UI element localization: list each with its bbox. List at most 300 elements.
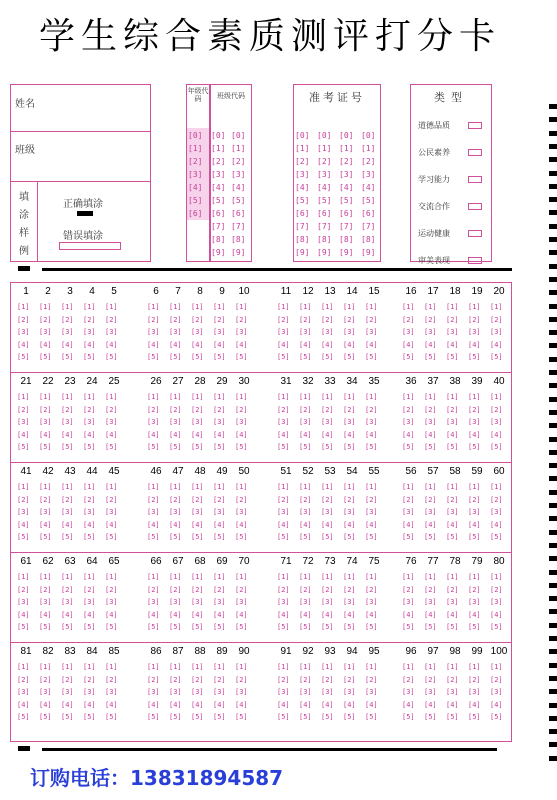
id-bubble[interactable]: [2]	[211, 157, 226, 166]
answer-bubble[interactable]: [5]	[39, 533, 52, 541]
id-bubble[interactable]: [8]	[361, 235, 376, 244]
answer-bubble[interactable]: [2]	[490, 315, 503, 324]
answer-bubble[interactable]: [2]	[446, 315, 459, 324]
answer-bubble[interactable]: [4]	[213, 610, 226, 619]
answer-bubble[interactable]: [3]	[343, 508, 356, 516]
answer-bubble[interactable]: [2]	[490, 405, 503, 414]
answer-bubble[interactable]: [1]	[39, 573, 52, 581]
answer-bubble[interactable]: [2]	[321, 315, 334, 324]
answer-bubble[interactable]: [1]	[83, 393, 96, 401]
answer-bubble[interactable]: [2]	[105, 405, 118, 414]
answer-bubble[interactable]: [1]	[105, 393, 118, 401]
answer-bubble[interactable]: [3]	[299, 508, 312, 516]
answer-bubble[interactable]: [2]	[105, 315, 118, 324]
answer-bubble[interactable]: [1]	[402, 303, 415, 311]
id-bubble[interactable]: [0]	[339, 131, 354, 140]
answer-bubble[interactable]: [5]	[191, 713, 204, 721]
answer-bubble[interactable]: [1]	[17, 393, 30, 401]
answer-bubble[interactable]: [3]	[365, 418, 378, 426]
answer-bubble[interactable]: [5]	[61, 623, 74, 631]
answer-bubble[interactable]: [4]	[321, 520, 334, 529]
answer-bubble[interactable]: [5]	[169, 443, 182, 451]
id-bubble[interactable]: [5]	[211, 196, 226, 205]
answer-bubble[interactable]: [4]	[365, 610, 378, 619]
answer-bubble[interactable]: [3]	[169, 598, 182, 606]
answer-bubble[interactable]: [1]	[235, 303, 248, 311]
answer-bubble[interactable]: [5]	[61, 533, 74, 541]
answer-bubble[interactable]: [3]	[83, 508, 96, 516]
type-bubble[interactable]	[468, 149, 482, 156]
answer-bubble[interactable]: [1]	[83, 303, 96, 311]
answer-bubble[interactable]: [4]	[169, 520, 182, 529]
answer-bubble[interactable]: [2]	[39, 315, 52, 324]
answer-bubble[interactable]: [4]	[17, 520, 30, 529]
answer-bubble[interactable]: [1]	[446, 573, 459, 581]
answer-bubble[interactable]: [3]	[191, 418, 204, 426]
answer-bubble[interactable]: [3]	[105, 508, 118, 516]
answer-bubble[interactable]: [5]	[299, 533, 312, 541]
answer-bubble[interactable]: [3]	[83, 688, 96, 696]
answer-bubble[interactable]: [4]	[277, 700, 290, 709]
answer-bubble[interactable]: [3]	[299, 598, 312, 606]
answer-bubble[interactable]: [1]	[468, 393, 481, 401]
answer-bubble[interactable]: [2]	[235, 495, 248, 504]
id-bubble[interactable]: [4]	[295, 183, 310, 192]
answer-bubble[interactable]: [1]	[169, 663, 182, 671]
id-bubble[interactable]: [5]	[361, 196, 376, 205]
answer-bubble[interactable]: [4]	[83, 430, 96, 439]
answer-bubble[interactable]: [1]	[277, 303, 290, 311]
answer-bubble[interactable]: [3]	[235, 508, 248, 516]
id-bubble[interactable]: [3]	[361, 170, 376, 179]
answer-bubble[interactable]: [1]	[468, 483, 481, 491]
answer-bubble[interactable]: [3]	[424, 328, 437, 336]
answer-bubble[interactable]: [2]	[490, 675, 503, 684]
answer-bubble[interactable]: [2]	[105, 495, 118, 504]
answer-bubble[interactable]: [4]	[61, 520, 74, 529]
answer-bubble[interactable]: [3]	[321, 598, 334, 606]
answer-bubble[interactable]: [3]	[365, 688, 378, 696]
answer-bubble[interactable]: [3]	[39, 688, 52, 696]
answer-bubble[interactable]: [4]	[213, 340, 226, 349]
answer-bubble[interactable]: [3]	[424, 688, 437, 696]
answer-bubble[interactable]: [5]	[235, 713, 248, 721]
answer-bubble[interactable]: [1]	[365, 483, 378, 491]
answer-bubble[interactable]: [4]	[490, 520, 503, 529]
answer-bubble[interactable]: [2]	[321, 405, 334, 414]
answer-bubble[interactable]: [4]	[343, 430, 356, 439]
answer-bubble[interactable]: [4]	[83, 610, 96, 619]
id-bubble[interactable]: [4]	[231, 183, 246, 192]
answer-bubble[interactable]: [5]	[83, 353, 96, 361]
answer-bubble[interactable]: [5]	[105, 623, 118, 631]
answer-bubble[interactable]: [1]	[402, 663, 415, 671]
answer-bubble[interactable]: [2]	[169, 315, 182, 324]
answer-bubble[interactable]: [4]	[446, 520, 459, 529]
answer-bubble[interactable]: [3]	[402, 328, 415, 336]
id-bubble[interactable]: [0]	[188, 131, 203, 140]
answer-bubble[interactable]: [1]	[402, 573, 415, 581]
answer-bubble[interactable]: [1]	[39, 483, 52, 491]
answer-bubble[interactable]: [1]	[39, 303, 52, 311]
answer-bubble[interactable]: [4]	[105, 340, 118, 349]
answer-bubble[interactable]: [4]	[61, 340, 74, 349]
answer-bubble[interactable]: [3]	[446, 598, 459, 606]
answer-bubble[interactable]: [3]	[213, 328, 226, 336]
answer-bubble[interactable]: [4]	[169, 610, 182, 619]
answer-bubble[interactable]: [5]	[424, 713, 437, 721]
answer-bubble[interactable]: [1]	[169, 303, 182, 311]
answer-bubble[interactable]: [2]	[213, 495, 226, 504]
answer-bubble[interactable]: [5]	[83, 713, 96, 721]
answer-bubble[interactable]: [4]	[39, 610, 52, 619]
answer-bubble[interactable]: [2]	[424, 315, 437, 324]
type-bubble[interactable]	[468, 122, 482, 129]
answer-bubble[interactable]: [2]	[213, 405, 226, 414]
answer-bubble[interactable]: [5]	[321, 623, 334, 631]
answer-bubble[interactable]: [2]	[105, 675, 118, 684]
answer-bubble[interactable]: [5]	[299, 623, 312, 631]
answer-bubble[interactable]: [5]	[343, 623, 356, 631]
id-bubble[interactable]: [2]	[339, 157, 354, 166]
answer-bubble[interactable]: [3]	[424, 418, 437, 426]
answer-bubble[interactable]: [2]	[39, 585, 52, 594]
answer-bubble[interactable]: [5]	[83, 533, 96, 541]
answer-bubble[interactable]: [4]	[446, 340, 459, 349]
answer-bubble[interactable]: [4]	[147, 340, 160, 349]
answer-bubble[interactable]: [1]	[17, 663, 30, 671]
answer-bubble[interactable]: [5]	[343, 443, 356, 451]
answer-bubble[interactable]: [2]	[17, 405, 30, 414]
answer-bubble[interactable]: [1]	[83, 663, 96, 671]
answer-bubble[interactable]: [3]	[213, 418, 226, 426]
answer-bubble[interactable]: [2]	[468, 585, 481, 594]
answer-bubble[interactable]: [1]	[191, 303, 204, 311]
answer-bubble[interactable]: [2]	[299, 585, 312, 594]
answer-bubble[interactable]: [1]	[61, 303, 74, 311]
answer-bubble[interactable]: [5]	[490, 713, 503, 721]
id-bubble[interactable]: [1]	[211, 144, 226, 153]
answer-bubble[interactable]: [3]	[61, 328, 74, 336]
id-bubble[interactable]: [0]	[317, 131, 332, 140]
answer-bubble[interactable]: [4]	[147, 430, 160, 439]
answer-bubble[interactable]: [2]	[468, 405, 481, 414]
id-bubble[interactable]: [2]	[317, 157, 332, 166]
answer-bubble[interactable]: [2]	[191, 585, 204, 594]
id-bubble[interactable]: [1]	[188, 144, 203, 153]
answer-bubble[interactable]: [4]	[468, 430, 481, 439]
answer-bubble[interactable]: [3]	[402, 598, 415, 606]
id-bubble[interactable]: [5]	[339, 196, 354, 205]
id-bubble[interactable]: [6]	[211, 209, 226, 218]
type-bubble[interactable]	[468, 257, 482, 264]
answer-bubble[interactable]: [5]	[83, 623, 96, 631]
answer-bubble[interactable]: [4]	[191, 610, 204, 619]
answer-bubble[interactable]: [2]	[468, 315, 481, 324]
answer-bubble[interactable]: [3]	[169, 328, 182, 336]
id-bubble[interactable]: [6]	[361, 209, 376, 218]
answer-bubble[interactable]: [4]	[213, 520, 226, 529]
answer-bubble[interactable]: [5]	[61, 443, 74, 451]
answer-bubble[interactable]: [1]	[468, 573, 481, 581]
answer-bubble[interactable]: [2]	[446, 495, 459, 504]
answer-bubble[interactable]: [4]	[191, 340, 204, 349]
answer-bubble[interactable]: [5]	[490, 443, 503, 451]
answer-bubble[interactable]: [4]	[17, 610, 30, 619]
answer-bubble[interactable]: [2]	[277, 675, 290, 684]
answer-bubble[interactable]: [4]	[147, 700, 160, 709]
answer-bubble[interactable]: [5]	[39, 713, 52, 721]
answer-bubble[interactable]: [4]	[402, 610, 415, 619]
answer-bubble[interactable]: [1]	[490, 393, 503, 401]
answer-bubble[interactable]: [3]	[169, 418, 182, 426]
answer-bubble[interactable]: [2]	[61, 315, 74, 324]
answer-bubble[interactable]: [5]	[147, 353, 160, 361]
answer-bubble[interactable]: [2]	[402, 315, 415, 324]
answer-bubble[interactable]: [4]	[235, 340, 248, 349]
answer-bubble[interactable]: [5]	[39, 443, 52, 451]
answer-bubble[interactable]: [5]	[105, 713, 118, 721]
answer-bubble[interactable]: [1]	[147, 663, 160, 671]
answer-bubble[interactable]: [4]	[83, 700, 96, 709]
answer-bubble[interactable]: [4]	[213, 700, 226, 709]
answer-bubble[interactable]: [3]	[147, 688, 160, 696]
id-bubble[interactable]: [8]	[211, 235, 226, 244]
answer-bubble[interactable]: [4]	[213, 430, 226, 439]
answer-bubble[interactable]: [1]	[365, 663, 378, 671]
answer-bubble[interactable]: [4]	[343, 520, 356, 529]
answer-bubble[interactable]: [4]	[424, 430, 437, 439]
answer-bubble[interactable]: [3]	[343, 418, 356, 426]
answer-bubble[interactable]: [3]	[277, 328, 290, 336]
answer-bubble[interactable]: [2]	[39, 675, 52, 684]
id-bubble[interactable]: [8]	[231, 235, 246, 244]
answer-bubble[interactable]: [4]	[299, 430, 312, 439]
answer-bubble[interactable]: [5]	[235, 443, 248, 451]
answer-bubble[interactable]: [3]	[365, 328, 378, 336]
answer-bubble[interactable]: [2]	[213, 675, 226, 684]
answer-bubble[interactable]: [2]	[490, 585, 503, 594]
answer-bubble[interactable]: [2]	[169, 585, 182, 594]
id-bubble[interactable]: [8]	[339, 235, 354, 244]
answer-bubble[interactable]: [1]	[321, 573, 334, 581]
answer-bubble[interactable]: [1]	[424, 573, 437, 581]
answer-bubble[interactable]: [1]	[191, 573, 204, 581]
answer-bubble[interactable]: [5]	[446, 443, 459, 451]
id-bubble[interactable]: [3]	[317, 170, 332, 179]
id-bubble[interactable]: [6]	[231, 209, 246, 218]
answer-bubble[interactable]: [2]	[191, 495, 204, 504]
answer-bubble[interactable]: [2]	[402, 495, 415, 504]
answer-bubble[interactable]: [5]	[365, 353, 378, 361]
answer-bubble[interactable]: [3]	[235, 328, 248, 336]
answer-bubble[interactable]: [4]	[365, 340, 378, 349]
answer-bubble[interactable]: [1]	[446, 303, 459, 311]
answer-bubble[interactable]: [3]	[343, 328, 356, 336]
answer-bubble[interactable]: [2]	[402, 405, 415, 414]
answer-bubble[interactable]: [2]	[365, 585, 378, 594]
answer-bubble[interactable]: [5]	[321, 533, 334, 541]
answer-bubble[interactable]: [3]	[468, 598, 481, 606]
id-bubble[interactable]: [8]	[317, 235, 332, 244]
answer-bubble[interactable]: [3]	[147, 508, 160, 516]
answer-bubble[interactable]: [3]	[105, 328, 118, 336]
answer-bubble[interactable]: [2]	[343, 675, 356, 684]
answer-bubble[interactable]: [5]	[321, 713, 334, 721]
answer-bubble[interactable]: [3]	[61, 688, 74, 696]
id-bubble[interactable]: [7]	[361, 222, 376, 231]
answer-bubble[interactable]: [1]	[61, 393, 74, 401]
answer-bubble[interactable]: [3]	[490, 328, 503, 336]
answer-bubble[interactable]: [2]	[468, 495, 481, 504]
answer-bubble[interactable]: [5]	[490, 353, 503, 361]
answer-bubble[interactable]: [2]	[83, 315, 96, 324]
answer-bubble[interactable]: [4]	[299, 520, 312, 529]
answer-bubble[interactable]: [3]	[105, 598, 118, 606]
id-bubble[interactable]: [1]	[317, 144, 332, 153]
answer-bubble[interactable]: [4]	[277, 520, 290, 529]
answer-bubble[interactable]: [4]	[147, 520, 160, 529]
answer-bubble[interactable]: [3]	[17, 508, 30, 516]
answer-bubble[interactable]: [1]	[490, 483, 503, 491]
answer-bubble[interactable]: [5]	[105, 443, 118, 451]
answer-bubble[interactable]: [3]	[61, 598, 74, 606]
answer-bubble[interactable]: [1]	[147, 393, 160, 401]
answer-bubble[interactable]: [5]	[468, 353, 481, 361]
answer-bubble[interactable]: [5]	[446, 713, 459, 721]
answer-bubble[interactable]: [3]	[191, 688, 204, 696]
answer-bubble[interactable]: [3]	[17, 418, 30, 426]
answer-bubble[interactable]: [5]	[191, 353, 204, 361]
answer-bubble[interactable]: [4]	[402, 340, 415, 349]
answer-bubble[interactable]: [5]	[365, 533, 378, 541]
answer-bubble[interactable]: [2]	[17, 315, 30, 324]
answer-bubble[interactable]: [2]	[446, 585, 459, 594]
answer-bubble[interactable]: [3]	[17, 328, 30, 336]
answer-bubble[interactable]: [3]	[39, 598, 52, 606]
answer-bubble[interactable]: [3]	[277, 688, 290, 696]
answer-bubble[interactable]: [1]	[169, 483, 182, 491]
answer-bubble[interactable]: [5]	[446, 533, 459, 541]
answer-bubble[interactable]: [2]	[83, 585, 96, 594]
id-bubble[interactable]: [6]	[339, 209, 354, 218]
answer-bubble[interactable]: [5]	[365, 443, 378, 451]
answer-bubble[interactable]: [5]	[169, 533, 182, 541]
answer-bubble[interactable]: [1]	[343, 573, 356, 581]
answer-bubble[interactable]: [1]	[39, 393, 52, 401]
answer-bubble[interactable]: [4]	[235, 430, 248, 439]
answer-bubble[interactable]: [5]	[424, 533, 437, 541]
answer-bubble[interactable]: [4]	[235, 520, 248, 529]
answer-bubble[interactable]: [1]	[299, 393, 312, 401]
answer-bubble[interactable]: [4]	[446, 610, 459, 619]
answer-bubble[interactable]: [3]	[424, 598, 437, 606]
id-bubble[interactable]: [2]	[361, 157, 376, 166]
answer-bubble[interactable]: [1]	[343, 393, 356, 401]
answer-bubble[interactable]: [5]	[277, 623, 290, 631]
answer-bubble[interactable]: [4]	[169, 700, 182, 709]
answer-bubble[interactable]: [5]	[105, 353, 118, 361]
answer-bubble[interactable]: [5]	[235, 353, 248, 361]
answer-bubble[interactable]: [2]	[299, 405, 312, 414]
answer-bubble[interactable]: [3]	[490, 508, 503, 516]
answer-bubble[interactable]: [3]	[235, 688, 248, 696]
answer-bubble[interactable]: [3]	[446, 508, 459, 516]
answer-bubble[interactable]: [5]	[147, 623, 160, 631]
answer-bubble[interactable]: [1]	[277, 573, 290, 581]
answer-bubble[interactable]: [1]	[235, 393, 248, 401]
answer-bubble[interactable]: [2]	[169, 675, 182, 684]
answer-bubble[interactable]: [3]	[191, 508, 204, 516]
answer-bubble[interactable]: [3]	[277, 418, 290, 426]
answer-bubble[interactable]: [2]	[490, 495, 503, 504]
answer-bubble[interactable]: [2]	[169, 405, 182, 414]
answer-bubble[interactable]: [3]	[147, 328, 160, 336]
type-bubble[interactable]	[468, 176, 482, 183]
answer-bubble[interactable]: [4]	[39, 700, 52, 709]
answer-bubble[interactable]: [5]	[213, 443, 226, 451]
answer-bubble[interactable]: [4]	[39, 430, 52, 439]
answer-bubble[interactable]: [2]	[365, 405, 378, 414]
answer-bubble[interactable]: [2]	[169, 495, 182, 504]
answer-bubble[interactable]: [2]	[147, 495, 160, 504]
id-bubble[interactable]: [5]	[295, 196, 310, 205]
answer-bubble[interactable]: [4]	[147, 610, 160, 619]
answer-bubble[interactable]: [4]	[321, 340, 334, 349]
answer-bubble[interactable]: [2]	[83, 495, 96, 504]
answer-bubble[interactable]: [3]	[213, 508, 226, 516]
answer-bubble[interactable]: [2]	[235, 315, 248, 324]
answer-bubble[interactable]: [1]	[343, 483, 356, 491]
answer-bubble[interactable]: [2]	[147, 675, 160, 684]
answer-bubble[interactable]: [4]	[299, 700, 312, 709]
id-bubble[interactable]: [2]	[231, 157, 246, 166]
answer-bubble[interactable]: [1]	[105, 303, 118, 311]
answer-bubble[interactable]: [3]	[83, 598, 96, 606]
answer-bubble[interactable]: [5]	[402, 713, 415, 721]
answer-bubble[interactable]: [1]	[424, 303, 437, 311]
answer-bubble[interactable]: [2]	[147, 585, 160, 594]
answer-bubble[interactable]: [5]	[17, 443, 30, 451]
answer-bubble[interactable]: [5]	[402, 353, 415, 361]
type-bubble[interactable]	[468, 230, 482, 237]
answer-bubble[interactable]: [4]	[235, 610, 248, 619]
answer-bubble[interactable]: [2]	[277, 405, 290, 414]
answer-bubble[interactable]: [4]	[61, 610, 74, 619]
answer-bubble[interactable]: [4]	[17, 430, 30, 439]
answer-bubble[interactable]: [4]	[83, 520, 96, 529]
answer-bubble[interactable]: [1]	[277, 663, 290, 671]
answer-bubble[interactable]: [3]	[321, 418, 334, 426]
answer-bubble[interactable]: [1]	[468, 663, 481, 671]
answer-bubble[interactable]: [3]	[235, 418, 248, 426]
answer-bubble[interactable]: [3]	[105, 688, 118, 696]
answer-bubble[interactable]: [5]	[39, 353, 52, 361]
answer-bubble[interactable]: [5]	[299, 713, 312, 721]
id-bubble[interactable]: [1]	[361, 144, 376, 153]
answer-bubble[interactable]: [5]	[169, 713, 182, 721]
answer-bubble[interactable]: [5]	[299, 443, 312, 451]
answer-bubble[interactable]: [2]	[365, 675, 378, 684]
answer-bubble[interactable]: [5]	[490, 623, 503, 631]
answer-bubble[interactable]: [4]	[83, 340, 96, 349]
answer-bubble[interactable]: [1]	[213, 663, 226, 671]
answer-bubble[interactable]: [5]	[147, 713, 160, 721]
answer-bubble[interactable]: [2]	[299, 495, 312, 504]
answer-bubble[interactable]: [2]	[213, 315, 226, 324]
answer-bubble[interactable]: [1]	[468, 303, 481, 311]
answer-bubble[interactable]: [1]	[365, 573, 378, 581]
